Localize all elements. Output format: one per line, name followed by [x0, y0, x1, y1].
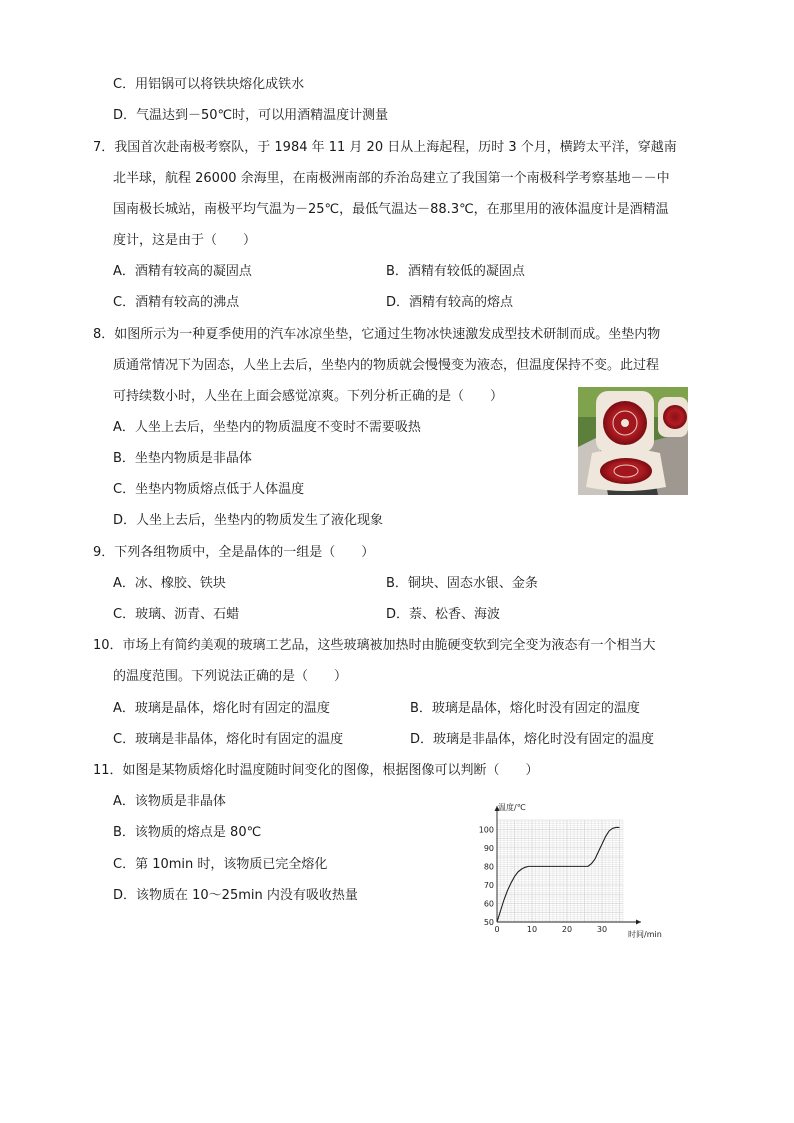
q8-option-c: C．坐垫内物质熔点低于人体温度: [113, 482, 305, 497]
x-axis-label: 时间/min: [628, 930, 662, 939]
y-tick-label: 80: [483, 862, 494, 872]
q9-option-d: D．萘、松香、海波: [386, 607, 501, 622]
q10-stem-line1: 10．市场上有简约美观的玻璃工艺品，这些玻璃被加热时由脆硬变软到完全变为液态有一个相当大: [93, 638, 656, 653]
x-tick-label: 0: [494, 925, 500, 934]
q10-stem-line2: 的温度范围。下列说法正确的是（ ）: [113, 669, 348, 684]
q8-option-a: A．人坐上去后，坐垫内的物质温度不变时不需要吸热: [113, 420, 421, 435]
q9-option-a: A．冰、橡胶、铁块: [113, 576, 226, 591]
x-tick-label: 30: [596, 925, 608, 934]
prev-option-d: D．气温达到－50℃时，可以用酒精温度计测量: [113, 108, 389, 123]
q8-option-b: B．坐垫内物质是非晶体: [113, 451, 252, 466]
x-axis-arrow: [636, 920, 641, 925]
prev-option-c: C．用铝锅可以将铁块熔化成铁水: [113, 77, 305, 92]
q11-option-d: D．该物质在 10～25min 内没有吸收热量: [113, 888, 358, 903]
q7-stem-line3: 国南极长城站，南极平均气温为－25℃，最低气温达－88.3℃，在那里用的液体温度计是酒精温: [113, 202, 669, 217]
q8-option-d: D．人坐上去后，坐垫内的物质发生了液化现象: [113, 513, 384, 528]
x-tick-label: 10: [526, 925, 538, 934]
q9-option-c: C．玻璃、沥青、石蜡: [113, 607, 240, 622]
y-tick-label: 100: [478, 825, 494, 835]
q10-option-d: D．玻璃是非晶体，熔化时没有固定的温度: [410, 732, 655, 747]
q7-option-d: D．酒精有较高的熔点: [386, 295, 514, 310]
q8-stem-line2: 质通常情况下为固态，人坐上去后，坐垫内的物质就会慢慢变为液态，但温度保持不变。此过程: [113, 358, 660, 373]
y-tick-label: 90: [483, 843, 494, 853]
q11-stem: 11．如图是某物质熔化时温度随时间变化的图像，根据图像可以判断（ ）: [93, 763, 539, 778]
q8-stem-line3: 可持续数小时，人坐在上面会感觉凉爽。下列分析正确的是（ ）: [113, 389, 504, 404]
q11-option-a: A．该物质是非晶体: [113, 794, 226, 809]
q8-stem-line1: 8．如图所示为一种夏季使用的汽车冰凉坐垫，它通过生物冰快速激发成型技术研制而成。坐垫内物: [93, 327, 661, 342]
temperature-curve: [497, 827, 620, 922]
car-seat-cushion-image: [578, 387, 688, 495]
q10-option-a: A．玻璃是晶体，熔化时有固定的温度: [113, 701, 330, 716]
q7-option-b: B．酒精有较低的凝固点: [386, 264, 525, 279]
chart-grid: [497, 820, 623, 922]
q7-option-a: A．酒精有较高的凝固点: [113, 264, 252, 279]
q7-stem-line1: 7．我国首次赴南极考察队，于 1984 年 11 月 20 日从上海起程，历时 3 个月，横跨太平洋，穿越南: [93, 140, 677, 155]
y-tick-label: 70: [483, 880, 494, 890]
x-tick-label: 20: [561, 925, 573, 934]
q10-option-c: C．玻璃是非晶体，熔化时有固定的温度: [113, 732, 344, 747]
q10-option-b: B．玻璃是晶体，熔化时没有固定的温度: [410, 701, 640, 716]
q7-stem-line2: 北半球，航程 26000 余海里，在南极洲南部的乔治岛建立了我国第一个南极科学考察基地－－中: [113, 171, 670, 186]
q9-stem: 9．下列各组物质中，全是晶体的一组是（ ）: [93, 545, 375, 560]
melting-curve-chart: [470, 798, 670, 943]
y-tick-label: 50: [483, 918, 494, 927]
y-tick-label: 60: [483, 899, 494, 909]
q7-stem-line4: 度计，这是由于（ ）: [113, 233, 257, 248]
q9-option-b: B．铜块、固态水银、金条: [386, 576, 538, 591]
q7-option-c: C．酒精有较高的沸点: [113, 295, 240, 310]
q11-option-c: C．第 10min 时，该物质已完全熔化: [113, 857, 328, 872]
y-axis-label: 温度/℃: [498, 803, 526, 812]
q11-option-b: B．该物质的熔点是 80℃: [113, 825, 262, 840]
